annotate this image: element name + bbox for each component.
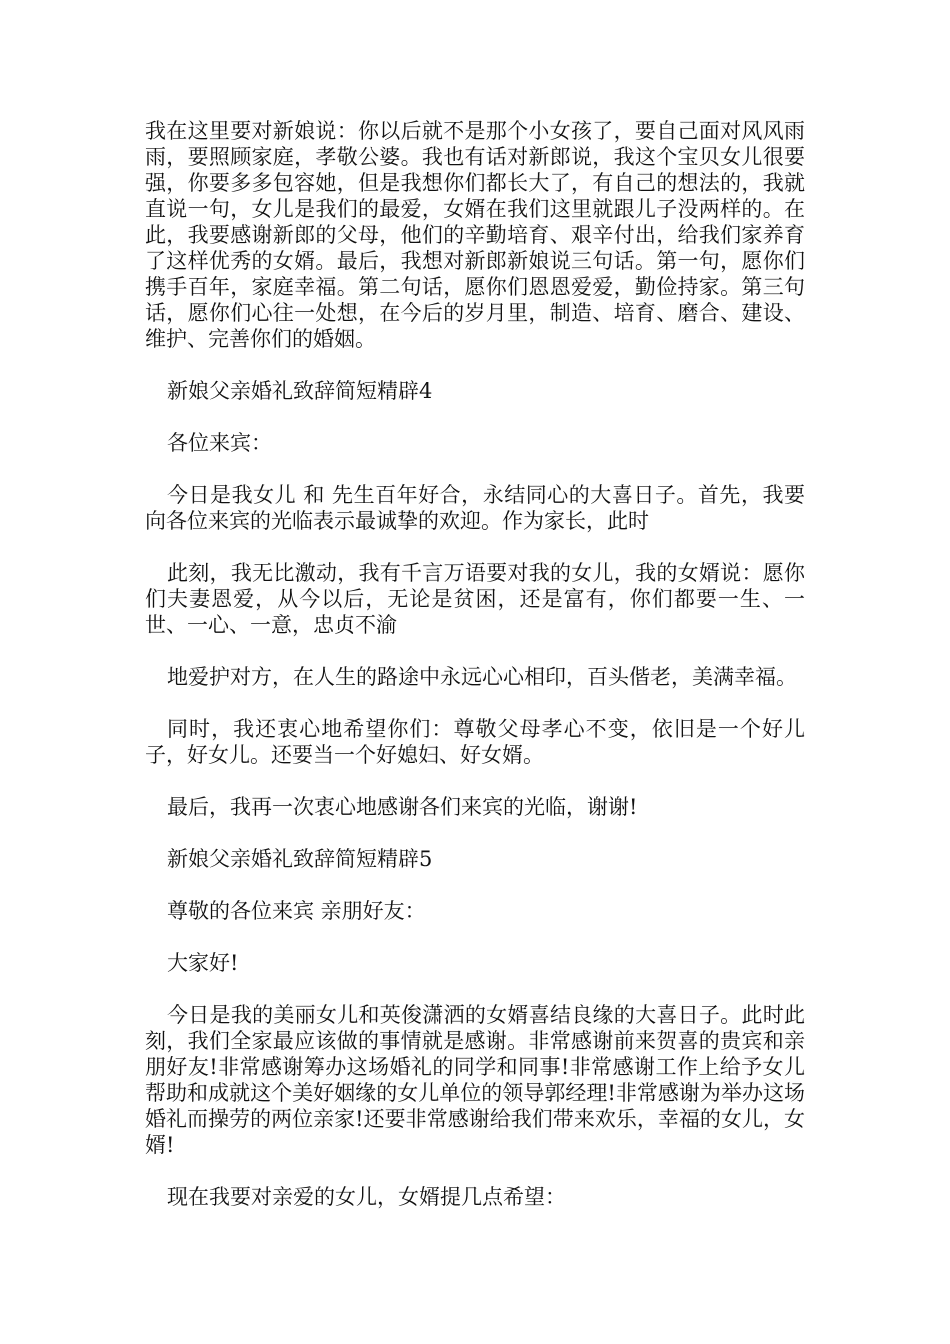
paragraph-wishes: 此刻，我无比激动，我有千言万语要对我的女儿，我的女婿说：愿你们夫妻恩爱，从今以后，无论是贫困，还是富有，你们都要一生、一世、一心、一意，忠贞不渝 xyxy=(145,561,805,637)
paragraph-gratitude: 今日是我的美丽女儿和英俊潇洒的女婿喜结良缘的大喜日子。此时此刻，我们全家最应该做的事情就是感谢。非常感谢前来贺喜的贵宾和亲朋好友!非常感谢筹办这场婚礼的同学和同事!非常感谢工作上给予女儿帮助和成就这个美好姻缘的女儿单位的领导郭经理!非常感谢为举办这场婚礼而操劳的两位亲家!还要非常感谢给我们带来欢乐，幸福的女儿，女婿! xyxy=(145,1003,805,1157)
paragraph-expectations: 现在我要对亲爱的女儿，女婿提几点希望： xyxy=(167,1185,566,1209)
paragraph-hello: 大家好! xyxy=(167,951,239,975)
paragraph-love: 地爱护对方，在人生的路途中永远心心相印，百头偕老，美满幸福。 xyxy=(167,665,797,689)
paragraph-salutation: 尊敬的各位来宾 亲朋好友： xyxy=(167,899,426,923)
paragraph-hope: 同时，我还衷心地希望你们：尊敬父母孝心不变，依旧是一个好儿子，好女儿。还要当一个好媳妇、好女婿。 xyxy=(145,717,805,767)
paragraph-thanks: 最后，我再一次衷心地感谢各们来宾的光临，谢谢! xyxy=(167,795,638,819)
section-heading-4: 新娘父亲婚礼致辞简短精辟4 xyxy=(167,379,433,403)
paragraph-welcome: 今日是我女儿 和 先生百年好合，永结同心的大喜日子。首先，我要向各位来宾的光临表示最诚挚的欢迎。作为家长，此时 xyxy=(145,483,805,533)
paragraph-greeting: 各位来宾： xyxy=(167,431,272,455)
paragraph-closing-remarks: 我在这里要对新娘说：你以后就不是那个小女孩了，要自己面对风风雨雨，要照顾家庭，孝敬公婆。我也有话对新郎说，我这个宝贝女儿很要强，你要多多包容她，但是我想你们都长大了，有自己的想法的，我就直说一句，女儿是我们的最爱，女婿在我们这里就跟儿子没两样的。在此，我要感谢新郎的父母，他们的辛勤培育、艰辛付出，给我们家养育了这样优秀的女婿。最后，我想对新郎新娘说三句话。第一句，愿你们携手百年，家庭幸福。第二句话，愿你们恩恩爱爱，勤俭持家。第三句话，愿你们心往一处想，在今后的岁月里，制造、培育、磨合、建设、维护、完善你们的婚姻。 xyxy=(145,119,805,351)
section-heading-5: 新娘父亲婚礼致辞简短精辟5 xyxy=(167,847,433,871)
document-page xyxy=(145,118,805,1236)
